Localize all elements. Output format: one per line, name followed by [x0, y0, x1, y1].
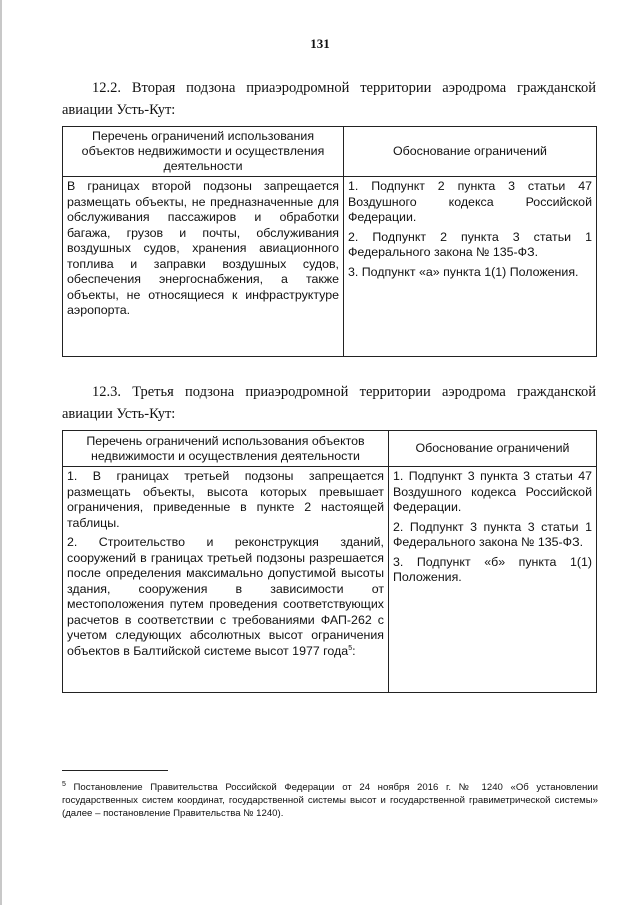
ground-item: 3. Подпункт «а» пункта 1(1) Положения.: [348, 264, 579, 279]
ground-item: 2. Подпункт 3 пункта 3 статьи 1 Федерального закона № 135-ФЗ.: [393, 519, 592, 549]
column-header-restrictions: Перечень ограничений использования объектов недвижимости и осуществления деятельности: [63, 431, 389, 467]
footnote: [62, 781, 598, 820]
footnote-text: Постановление Правительства Российской Федерации от 24 ноября 2016 г. № 1240 «Об установлении государственных систем координат, государственной системы высот и государственной гравиметрической системы» (далее – постановление Правительства № 1240).: [62, 782, 598, 819]
section-number: 12.2.: [92, 80, 121, 96]
column-header-grounds: Обоснование ограничений: [389, 431, 597, 467]
ground-item: 2. Подпункт 2 пункта 3 статьи 1 Федерального закона № 135-ФЗ.: [348, 229, 592, 259]
section-number: 12.3.: [92, 384, 121, 400]
restriction-item: 2. Строительство и реконструкция зданий, сооружений в границах третьей подзоны разрешается после определения максимально допустимой высоты здания, сооружения в зависимости от местоположения путем проведения соответствующих расчетов в соответствии с требованиями ФАП-262 с учетом следующих абсолютных высот ограничения объектов в Балтийской системе высот 1977 года$^5$:: [67, 535, 384, 658]
ground-item: 1. Подпункт 3 пункта 3 статьи 47 Воздушного кодекса Российской Федерации.: [393, 469, 592, 514]
section-title: Третья подзона приаэродромной территории аэродрома гражданской авиации Усть-Кут:: [62, 384, 597, 422]
section-heading-12-2: [62, 77, 596, 121]
grounds-cell: [389, 467, 597, 693]
restrictions-table-subzone-3: [62, 430, 597, 693]
column-header-restrictions: Перечень ограничений использования объектов недвижимости и осуществления деятельности: [63, 127, 344, 177]
section-heading-12-3: [62, 381, 596, 425]
footnote-reference: 5: [348, 644, 353, 652]
column-header-grounds: Обоснование ограничений: [344, 127, 597, 177]
section-title: Вторая подзона приаэродромной территории аэродрома гражданской авиации Усть-Кут:: [62, 80, 596, 118]
restrictions-table-subzone-2: [62, 126, 597, 357]
footnote-mark: 5: [62, 780, 66, 788]
page-edge: [0, 0, 2, 905]
footnote-divider: [62, 770, 168, 771]
restriction-cell: [63, 467, 389, 693]
restriction-item: 1. В границах третьей подзоны запрещается размещать объекты, высота которых превышает ограничения, приведенные в пункте 2 настоящей таблицы.: [67, 469, 384, 530]
ground-item: 3. Подпункт «б» пункта 1(1) Положения.: [393, 554, 592, 584]
grounds-cell: [344, 177, 597, 357]
page-number: 131: [310, 36, 330, 51]
ground-item: 1. Подпункт 2 пункта 3 статьи 47 Воздушного кодекса Российской Федерации.: [348, 179, 592, 224]
restriction-cell: В границах второй подзоны запрещается размещать объекты, не предназначенные для обслуживания пассажиров и обработки багажа, грузов и почты, обслуживания воздушных судов, хранения авиационного топлива и заправки воздушных судов, обеспечения энергоснабжения, а также объекты, не относящиеся к инфраструктуре аэропорта.: [63, 177, 344, 357]
